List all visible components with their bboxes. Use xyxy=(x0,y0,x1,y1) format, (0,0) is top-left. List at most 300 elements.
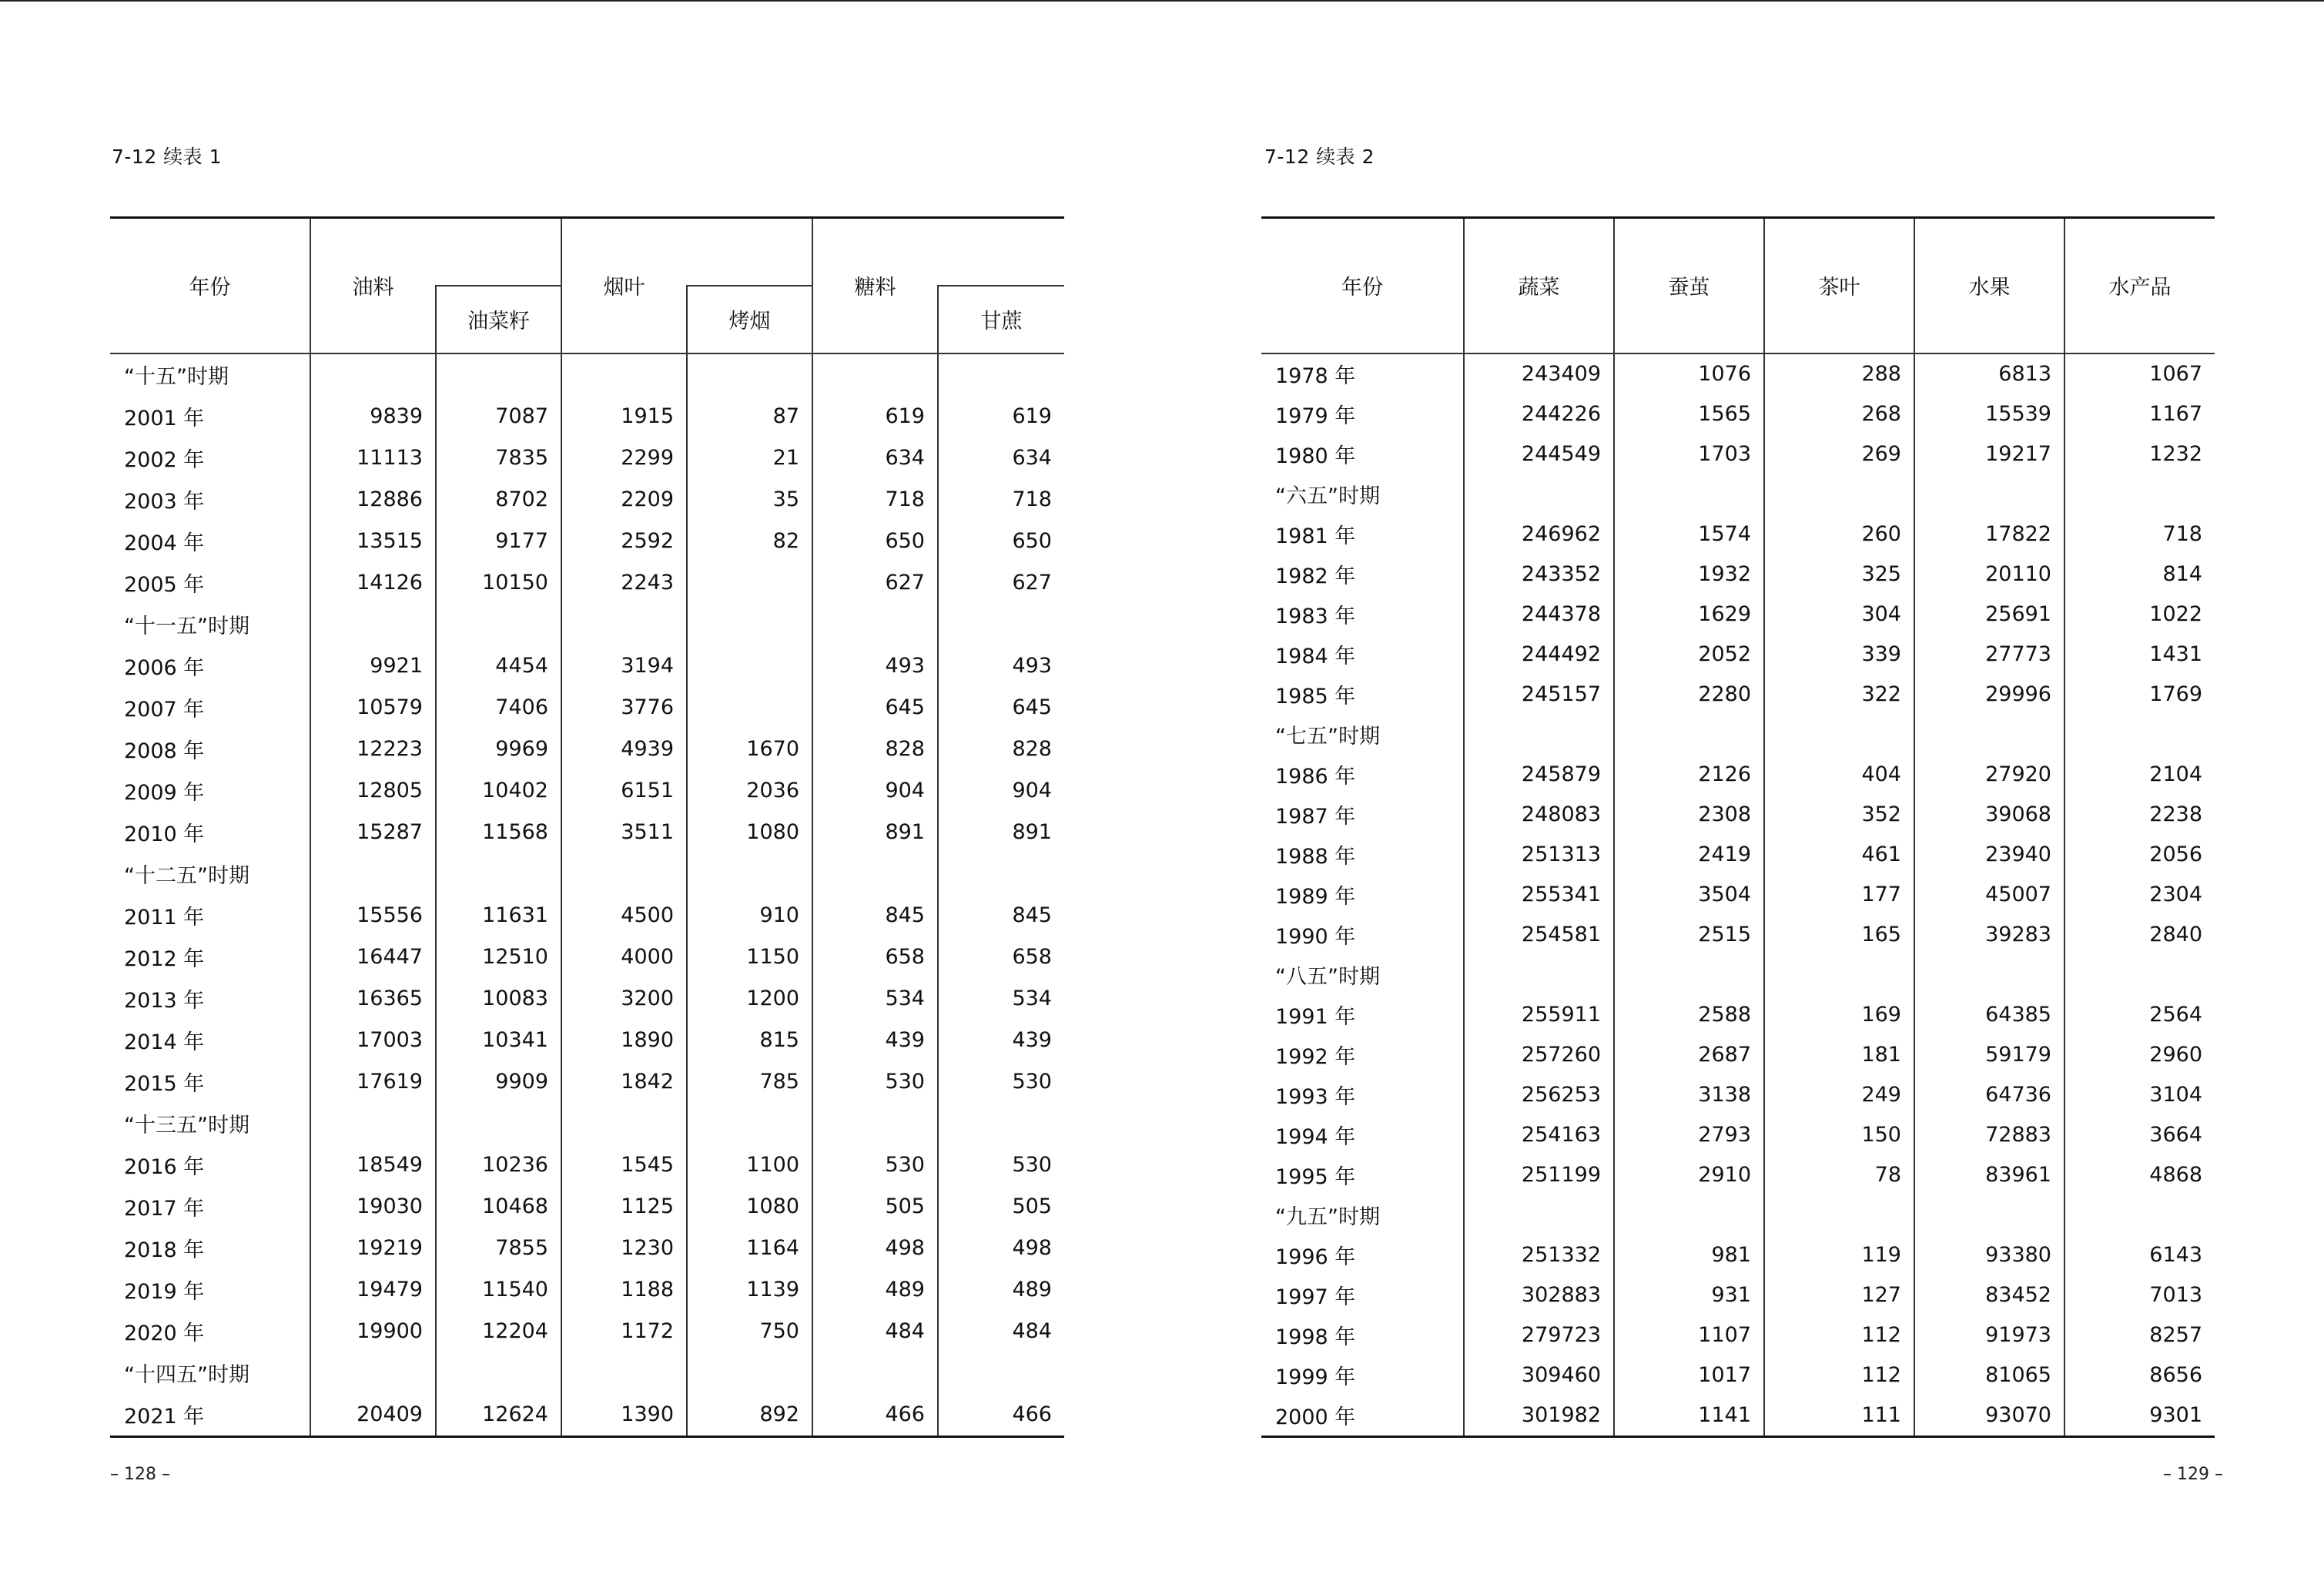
table-cell: 150 xyxy=(1764,1115,1914,1155)
table-cell: 93070 xyxy=(1914,1395,2064,1437)
table-cell: 2308 xyxy=(1614,795,1764,835)
table-cell: 534 xyxy=(812,978,938,1020)
period-row xyxy=(1261,474,2215,514)
table-cell xyxy=(561,853,687,895)
table-cell: 83452 xyxy=(1914,1275,2064,1315)
table-cell: 658 xyxy=(938,936,1064,978)
table-cell: 461 xyxy=(1764,835,1914,875)
table-row xyxy=(1261,995,2215,1035)
table-row xyxy=(1261,675,2215,715)
table-cell: 246962 xyxy=(1464,514,1614,554)
table-cell: 1629 xyxy=(1614,595,1764,635)
year-label: 1980 年 xyxy=(1275,444,1356,468)
table-row xyxy=(110,770,1064,812)
table-cell: 19217 xyxy=(1914,434,2064,474)
table-cell: 19479 xyxy=(310,1269,436,1311)
table-cell: 16447 xyxy=(310,936,436,978)
table-cell xyxy=(1764,955,1914,995)
table-cell: 83961 xyxy=(1914,1155,2064,1195)
table-cell: 530 xyxy=(812,1061,938,1103)
table-cell: 498 xyxy=(938,1228,1064,1269)
table-cell xyxy=(561,1103,687,1144)
table-cell: 10236 xyxy=(436,1144,561,1186)
right-page xyxy=(1162,0,2324,1588)
year-label: 2010 年 xyxy=(124,822,205,846)
table-cell: 82 xyxy=(687,521,812,562)
table-cell: 718 xyxy=(812,479,938,521)
table-cell: 177 xyxy=(1764,875,1914,915)
table-cell xyxy=(1464,474,1614,514)
table-row xyxy=(1261,1035,2215,1075)
col-header-year-right: 年份 xyxy=(1261,218,1464,353)
table-cell: 268 xyxy=(1764,394,1914,434)
year-label: 1986 年 xyxy=(1275,765,1356,789)
year-label: 2018 年 xyxy=(124,1238,205,1262)
year-label: 1984 年 xyxy=(1275,645,1356,668)
table-cell: 17003 xyxy=(310,1020,436,1061)
table-cell xyxy=(687,1103,812,1144)
table-cell xyxy=(687,604,812,645)
year-label: 2020 年 xyxy=(124,1322,205,1345)
table-row xyxy=(1261,1395,2215,1437)
table-cell xyxy=(1764,715,1914,755)
table-cell: 1017 xyxy=(1614,1355,1764,1395)
table-cell: 254163 xyxy=(1464,1115,1614,1155)
table-cell: 1842 xyxy=(561,1061,687,1103)
table-cell: 3104 xyxy=(2064,1075,2215,1115)
table-cell: 91973 xyxy=(1914,1315,2064,1355)
table-cell: 3138 xyxy=(1614,1075,1764,1115)
table-cell xyxy=(812,353,938,396)
year-label: 1988 年 xyxy=(1275,845,1356,869)
table-cell: 15556 xyxy=(310,895,436,936)
year-label: 2004 年 xyxy=(124,531,205,555)
table-cell: 12204 xyxy=(436,1311,561,1352)
table-cell: 2687 xyxy=(1614,1035,1764,1075)
year-label: 2016 年 xyxy=(124,1155,205,1179)
year-label: 1992 年 xyxy=(1275,1045,1356,1069)
table-cell: 9177 xyxy=(436,521,561,562)
table-cell: 10579 xyxy=(310,687,436,729)
table-cell: 78 xyxy=(1764,1155,1914,1195)
table-cell: 251199 xyxy=(1464,1155,1614,1195)
period-row xyxy=(110,1103,1064,1144)
period-row xyxy=(110,604,1064,645)
table-cell: 3511 xyxy=(561,812,687,853)
table-row xyxy=(110,1394,1064,1437)
table-cell: 6813 xyxy=(1914,353,2064,394)
table-cell: 1574 xyxy=(1614,514,1764,554)
table-cell xyxy=(561,1352,687,1394)
table-cell: 505 xyxy=(938,1186,1064,1228)
col-header-aquatic: 水产品 xyxy=(2064,218,2215,353)
table-cell: 309460 xyxy=(1464,1355,1614,1395)
table-cell xyxy=(1614,474,1764,514)
table-cell: 891 xyxy=(812,812,938,853)
table-row xyxy=(110,1228,1064,1269)
table-cell: 10083 xyxy=(436,978,561,1020)
table-cell: 439 xyxy=(938,1020,1064,1061)
table-row xyxy=(1261,353,2215,394)
table-cell: 619 xyxy=(812,396,938,437)
table-cell: 19900 xyxy=(310,1311,436,1352)
table-cell: 260 xyxy=(1764,514,1914,554)
table-cell: 1932 xyxy=(1614,554,1764,595)
period-label: “八五”时期 xyxy=(1275,965,1380,989)
table-row xyxy=(1261,915,2215,955)
table-cell: 650 xyxy=(938,521,1064,562)
table-cell: 1565 xyxy=(1614,394,1764,434)
left-table-body xyxy=(110,353,1064,1437)
period-row xyxy=(110,853,1064,895)
year-label: 2019 年 xyxy=(124,1280,205,1304)
table-cell: 14126 xyxy=(310,562,436,604)
table-cell: 1164 xyxy=(687,1228,812,1269)
table-cell xyxy=(436,353,561,396)
table-cell xyxy=(938,1103,1064,1144)
table-cell: 64385 xyxy=(1914,995,2064,1035)
table-cell: 3194 xyxy=(561,645,687,687)
table-cell: 127 xyxy=(1764,1275,1914,1315)
table-cell: 828 xyxy=(812,729,938,770)
table-cell: 1769 xyxy=(2064,675,2215,715)
table-cell: 302883 xyxy=(1464,1275,1614,1315)
table-cell xyxy=(1764,474,1914,514)
col-header-oil: 油料 xyxy=(310,218,436,353)
table-cell: 2280 xyxy=(1614,675,1764,715)
table-cell: 2588 xyxy=(1614,995,1764,1035)
table-cell xyxy=(812,853,938,895)
table-cell: 8702 xyxy=(436,479,561,521)
table-cell: 8257 xyxy=(2064,1315,2215,1355)
table-cell: 17822 xyxy=(1914,514,2064,554)
col-header-tea: 茶叶 xyxy=(1764,218,1914,353)
col-header-sugar: 糖料 xyxy=(812,218,938,353)
left-page-number: – 128 – xyxy=(110,1465,170,1484)
table-cell: 645 xyxy=(812,687,938,729)
table-cell: 245157 xyxy=(1464,675,1614,715)
table-cell xyxy=(561,604,687,645)
table-cell xyxy=(812,1103,938,1144)
table-cell: 25691 xyxy=(1914,595,2064,635)
table-cell: 2056 xyxy=(2064,835,2215,875)
table-cell: 304 xyxy=(1764,595,1914,635)
table-cell: 1139 xyxy=(687,1269,812,1311)
table-cell xyxy=(938,853,1064,895)
table-cell: 7406 xyxy=(436,687,561,729)
year-label: 2021 年 xyxy=(124,1405,205,1429)
table-cell: 2840 xyxy=(2064,915,2215,955)
period-label: “十二五”时期 xyxy=(124,864,249,888)
table-cell: 12223 xyxy=(310,729,436,770)
col-header-spacer-oil xyxy=(436,218,561,286)
table-cell: 505 xyxy=(812,1186,938,1228)
table-cell: 2419 xyxy=(1614,835,1764,875)
table-cell: 1670 xyxy=(687,729,812,770)
table-cell xyxy=(310,353,436,396)
table-cell xyxy=(1464,715,1614,755)
table-cell: 2515 xyxy=(1614,915,1764,955)
table-row xyxy=(110,645,1064,687)
table-cell: 498 xyxy=(812,1228,938,1269)
table-row xyxy=(1261,1075,2215,1115)
table-cell: 627 xyxy=(938,562,1064,604)
table-cell: 7835 xyxy=(436,437,561,479)
table-cell: 4000 xyxy=(561,936,687,978)
table-row xyxy=(110,521,1064,562)
table-cell: 3504 xyxy=(1614,875,1764,915)
year-label: 2003 年 xyxy=(124,490,205,514)
table-cell: 11113 xyxy=(310,437,436,479)
year-label: 1998 年 xyxy=(1275,1325,1356,1349)
col-header-sugarcane: 甘蔗 xyxy=(938,286,1064,353)
period-label: “十三五”时期 xyxy=(124,1114,249,1137)
table-cell: 352 xyxy=(1764,795,1914,835)
table-cell: 981 xyxy=(1614,1235,1764,1275)
table-cell: 828 xyxy=(938,729,1064,770)
table-cell: 255341 xyxy=(1464,875,1614,915)
table-cell: 15287 xyxy=(310,812,436,853)
table-cell xyxy=(687,353,812,396)
table-cell: 2238 xyxy=(2064,795,2215,835)
table-cell: 10402 xyxy=(436,770,561,812)
table-cell: 2793 xyxy=(1614,1115,1764,1155)
right-table-body xyxy=(1261,353,2215,1437)
table-row xyxy=(1261,1115,2215,1155)
left-data-table xyxy=(110,216,1064,1438)
col-header-flue-cured: 烤烟 xyxy=(687,286,812,353)
year-label: 2006 年 xyxy=(124,656,205,680)
table-cell xyxy=(561,353,687,396)
table-cell xyxy=(310,604,436,645)
table-cell: 93380 xyxy=(1914,1235,2064,1275)
table-cell xyxy=(436,604,561,645)
table-cell: 904 xyxy=(812,770,938,812)
year-label: 1982 年 xyxy=(1275,565,1356,588)
table-cell: 251313 xyxy=(1464,835,1614,875)
year-label: 2005 年 xyxy=(124,573,205,597)
table-cell: 534 xyxy=(938,978,1064,1020)
table-cell: 1232 xyxy=(2064,434,2215,474)
table-cell: 248083 xyxy=(1464,795,1614,835)
table-cell: 59179 xyxy=(1914,1035,2064,1075)
year-label: 1996 年 xyxy=(1275,1245,1356,1269)
table-cell: 112 xyxy=(1764,1315,1914,1355)
table-cell: 20409 xyxy=(310,1394,436,1437)
table-row xyxy=(1261,434,2215,474)
table-cell: 255911 xyxy=(1464,995,1614,1035)
year-label: 2012 年 xyxy=(124,947,205,971)
table-cell: 1100 xyxy=(687,1144,812,1186)
table-cell: 269 xyxy=(1764,434,1914,474)
period-row xyxy=(110,353,1064,396)
table-cell xyxy=(1914,955,2064,995)
col-header-cocoons: 蚕茧 xyxy=(1614,218,1764,353)
table-cell: 2052 xyxy=(1614,635,1764,675)
table-cell: 13515 xyxy=(310,521,436,562)
table-cell xyxy=(310,853,436,895)
table-cell: 119 xyxy=(1764,1235,1914,1275)
table-cell: 181 xyxy=(1764,1035,1914,1075)
table-cell: 243352 xyxy=(1464,554,1614,595)
table-row xyxy=(110,1186,1064,1228)
table-cell xyxy=(938,1352,1064,1394)
table-cell: 16365 xyxy=(310,978,436,1020)
table-cell: 658 xyxy=(812,936,938,978)
table-cell: 279723 xyxy=(1464,1315,1614,1355)
table-cell: 4500 xyxy=(561,895,687,936)
col-header-vegetables: 蔬菜 xyxy=(1464,218,1614,353)
table-row xyxy=(110,687,1064,729)
table-cell: 2960 xyxy=(2064,1035,2215,1075)
table-cell: 2036 xyxy=(687,770,812,812)
table-row xyxy=(1261,514,2215,554)
table-row xyxy=(1261,1315,2215,1355)
year-label: 2011 年 xyxy=(124,906,205,930)
table-row xyxy=(1261,755,2215,795)
table-row xyxy=(1261,554,2215,595)
table-cell: 301982 xyxy=(1464,1395,1614,1437)
table-cell xyxy=(2064,715,2215,755)
table-row xyxy=(110,812,1064,853)
table-cell: 12510 xyxy=(436,936,561,978)
table-cell: 17619 xyxy=(310,1061,436,1103)
table-cell: 288 xyxy=(1764,353,1914,394)
table-cell xyxy=(310,1352,436,1394)
table-cell: 634 xyxy=(812,437,938,479)
year-label: 1979 年 xyxy=(1275,404,1356,428)
table-row xyxy=(110,895,1064,936)
table-row xyxy=(110,1144,1064,1186)
table-row xyxy=(1261,595,2215,635)
table-cell: 251332 xyxy=(1464,1235,1614,1275)
table-cell: 1431 xyxy=(2064,635,2215,675)
table-cell: 1022 xyxy=(2064,595,2215,635)
right-table-caption: 7-12 续表 2 xyxy=(1264,146,1375,168)
table-cell: 35 xyxy=(687,479,812,521)
table-cell: 11568 xyxy=(436,812,561,853)
table-cell: 72883 xyxy=(1914,1115,2064,1155)
right-page-number: – 129 – xyxy=(2163,1465,2223,1484)
period-label: “六五”时期 xyxy=(1275,484,1380,508)
table-cell: 23940 xyxy=(1914,835,2064,875)
table-cell: 9301 xyxy=(2064,1395,2215,1437)
table-cell: 11631 xyxy=(436,895,561,936)
table-row xyxy=(110,437,1064,479)
table-cell: 87 xyxy=(687,396,812,437)
table-cell: 845 xyxy=(938,895,1064,936)
table-cell: 439 xyxy=(812,1020,938,1061)
table-cell: 7087 xyxy=(436,396,561,437)
year-label: 1997 年 xyxy=(1275,1285,1356,1309)
table-cell: 904 xyxy=(938,770,1064,812)
col-header-tobacco: 烟叶 xyxy=(561,218,687,353)
right-data-table xyxy=(1261,216,2215,1438)
table-row xyxy=(1261,394,2215,434)
table-cell xyxy=(2064,474,2215,514)
table-cell: 493 xyxy=(938,645,1064,687)
table-cell: 9839 xyxy=(310,396,436,437)
table-cell xyxy=(310,1103,436,1144)
table-row xyxy=(110,729,1064,770)
col-header-fruit: 水果 xyxy=(1914,218,2064,353)
table-cell: 244549 xyxy=(1464,434,1614,474)
period-row xyxy=(1261,715,2215,755)
col-header-spacer-sugar xyxy=(938,218,1064,286)
table-cell: 2564 xyxy=(2064,995,2215,1035)
table-cell xyxy=(2064,955,2215,995)
table-cell: 4939 xyxy=(561,729,687,770)
table-cell: 785 xyxy=(687,1061,812,1103)
table-cell: 530 xyxy=(812,1144,938,1186)
table-cell: 891 xyxy=(938,812,1064,853)
table-cell: 718 xyxy=(2064,514,2215,554)
year-label: 2002 年 xyxy=(124,448,205,472)
table-cell: 45007 xyxy=(1914,875,2064,915)
table-row xyxy=(1261,635,2215,675)
table-cell: 64736 xyxy=(1914,1075,2064,1115)
table-cell: 1172 xyxy=(561,1311,687,1352)
table-cell: 245879 xyxy=(1464,755,1614,795)
col-header-spacer-tobacco xyxy=(687,218,812,286)
table-cell: 530 xyxy=(938,1061,1064,1103)
table-cell: 27773 xyxy=(1914,635,2064,675)
table-cell xyxy=(1764,1195,1914,1235)
table-cell: 530 xyxy=(938,1144,1064,1186)
table-cell: 9969 xyxy=(436,729,561,770)
year-label: 1989 年 xyxy=(1275,885,1356,909)
table-cell: 931 xyxy=(1614,1275,1764,1315)
table-cell: 165 xyxy=(1764,915,1914,955)
period-label: “十一五”时期 xyxy=(124,615,249,638)
table-cell: 19030 xyxy=(310,1186,436,1228)
table-cell: 814 xyxy=(2064,554,2215,595)
year-label: 1985 年 xyxy=(1275,685,1356,709)
period-label: “九五”时期 xyxy=(1275,1205,1380,1229)
table-cell: 249 xyxy=(1764,1075,1914,1115)
table-cell: 627 xyxy=(812,562,938,604)
table-cell: 619 xyxy=(938,396,1064,437)
table-cell: 7855 xyxy=(436,1228,561,1269)
table-cell: 29996 xyxy=(1914,675,2064,715)
year-label: 1978 年 xyxy=(1275,364,1356,388)
table-cell: 815 xyxy=(687,1020,812,1061)
year-label: 1999 年 xyxy=(1275,1365,1356,1389)
table-cell: 39283 xyxy=(1914,915,2064,955)
table-row xyxy=(110,1269,1064,1311)
table-row xyxy=(1261,1235,2215,1275)
table-cell: 650 xyxy=(812,521,938,562)
year-label: 2015 年 xyxy=(124,1072,205,1096)
table-cell: 1067 xyxy=(2064,353,2215,394)
table-cell: 39068 xyxy=(1914,795,2064,835)
table-cell: 2209 xyxy=(561,479,687,521)
table-cell xyxy=(1464,1195,1614,1235)
table-cell: 12805 xyxy=(310,770,436,812)
table-cell xyxy=(1614,955,1764,995)
table-row xyxy=(110,1311,1064,1352)
table-cell xyxy=(812,1352,938,1394)
year-label: 1983 年 xyxy=(1275,605,1356,628)
table-cell: 910 xyxy=(687,895,812,936)
table-cell: 645 xyxy=(938,687,1064,729)
table-cell: 81065 xyxy=(1914,1355,2064,1395)
table-cell: 2304 xyxy=(2064,875,2215,915)
table-cell: 10150 xyxy=(436,562,561,604)
year-label: 1991 年 xyxy=(1275,1005,1356,1029)
table-cell: 484 xyxy=(938,1311,1064,1352)
table-row xyxy=(110,978,1064,1020)
